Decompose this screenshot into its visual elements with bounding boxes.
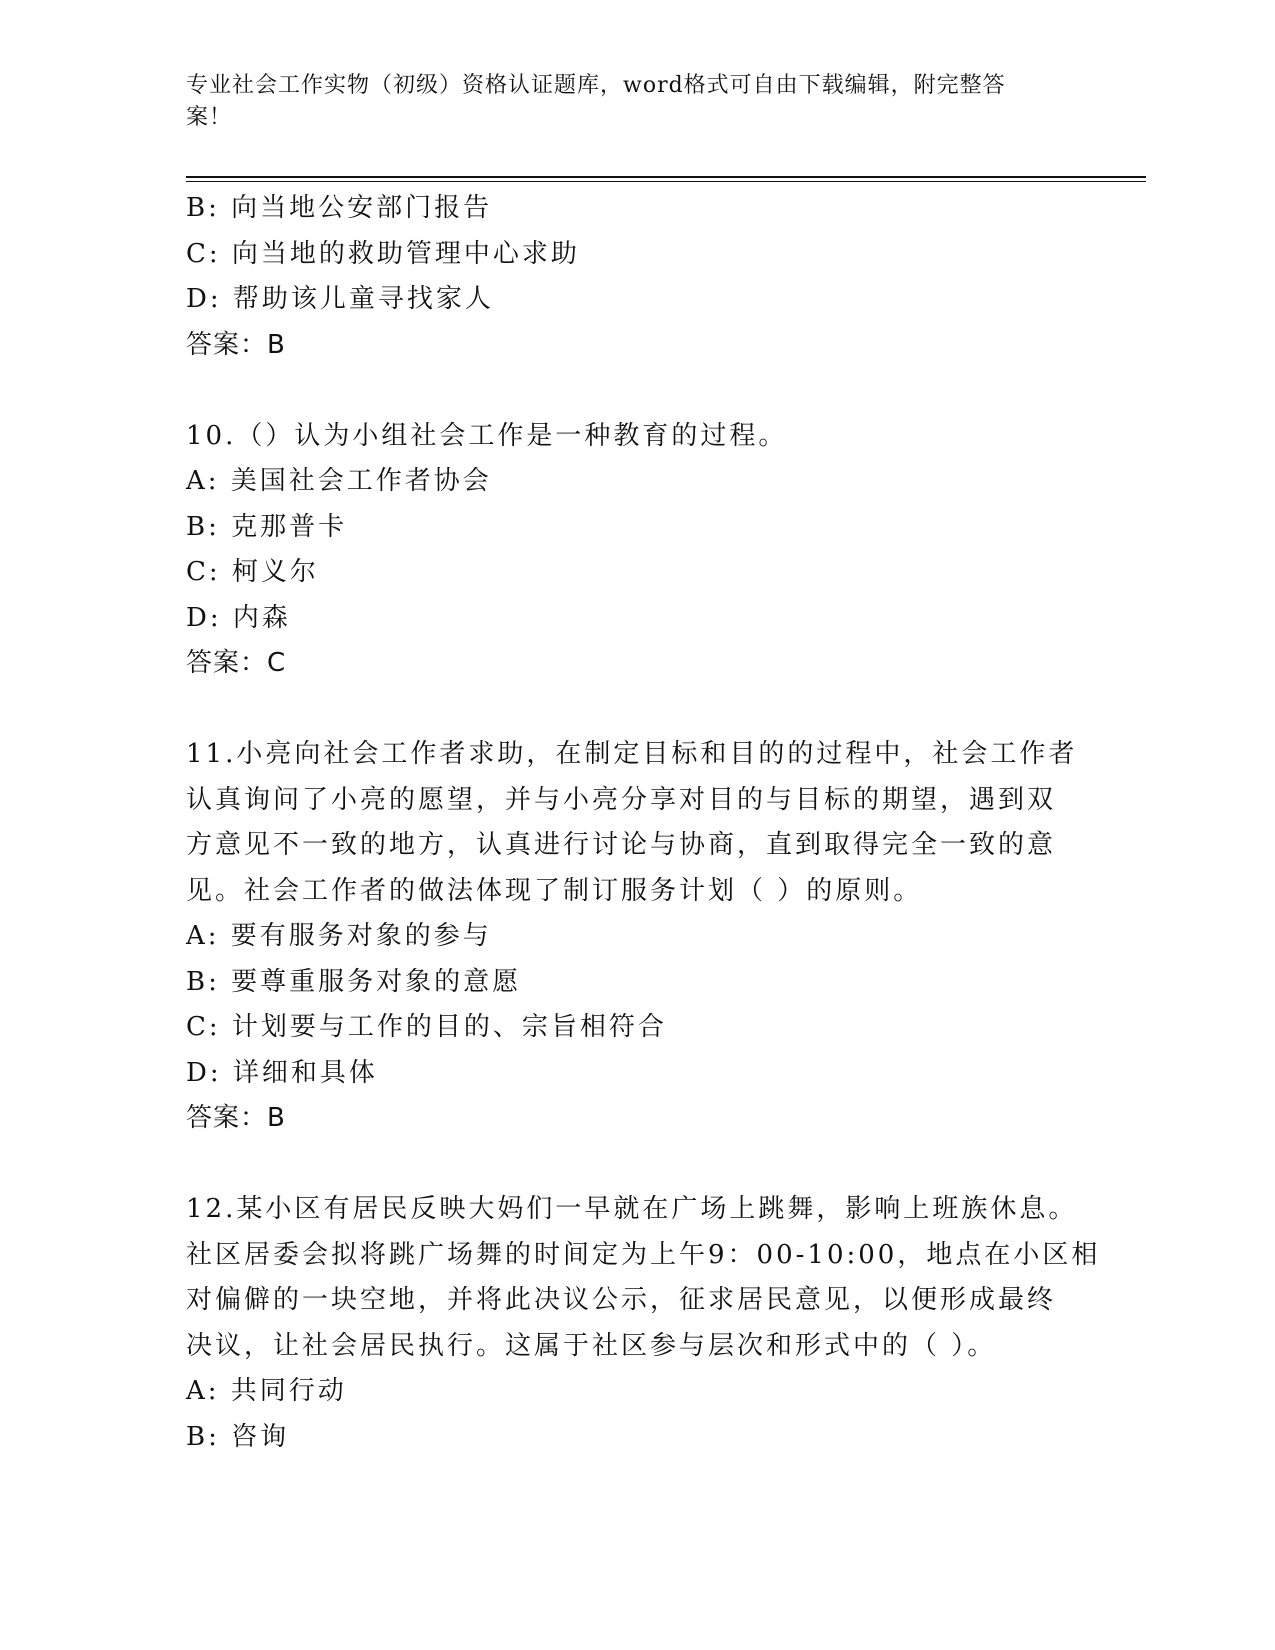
stem-line: 11.小亮向社会工作者求助，在制定目标和目的的过程中，社会工作者 <box>186 739 1078 769</box>
option-c: C: 计划要与工作的目的、宗旨相符合 <box>186 1012 667 1042</box>
spacer <box>186 368 1086 414</box>
question-stem <box>186 1187 1101 1369</box>
header-rule-thick <box>186 176 1146 178</box>
document-body <box>186 186 1101 1460</box>
stem-line: 决议，让社会居民执行。这属于社区参与层次和形式中的（ ）。 <box>186 1330 997 1361</box>
question-9-tail <box>186 186 1086 368</box>
stem-line: 方意见不一致的地方，认真进行讨论与协商，直到取得完全一致的意 <box>186 830 1057 860</box>
document-header <box>186 70 1066 134</box>
stem-line: 社区居委会拟将跳广场舞的时间定为上午9：00-10:00，地点在小区相 <box>186 1239 1101 1270</box>
option-c: C: 柯义尔 <box>186 557 319 587</box>
header-line-2: 案！ <box>186 105 233 130</box>
option-a: A: 共同行动 <box>186 1376 347 1406</box>
option-b: B: 向当地公安部门报告 <box>186 193 493 223</box>
spacer <box>186 687 1086 733</box>
stem-line: 对偏僻的一块空地，并将此决议公示，征求居民意见，以便形成最终 <box>186 1285 1057 1315</box>
option-d: D: 帮助该儿童寻找家人 <box>186 284 494 314</box>
option-a: A: 要有服务对象的参与 <box>186 921 492 951</box>
option-b: B: 克那普卡 <box>186 511 348 542</box>
question-stem: 10.（）认为小组社会工作是一种教育的过程。 <box>186 420 788 451</box>
option-b: B: 要尊重服务对象的意愿 <box>186 966 522 997</box>
answer: 答案：B <box>186 329 286 360</box>
spacer <box>186 1142 1086 1188</box>
option-d: D: 详细和具体 <box>186 1057 378 1088</box>
header-rule-thin <box>186 181 1146 182</box>
header-line-1: 专业社会工作实物（初级）资格认证题库，word格式可自由下载编辑，附完整答 <box>186 73 1006 98</box>
answer: 答案：B <box>186 1103 286 1133</box>
answer: 答案：C <box>186 648 287 678</box>
question-11 <box>186 732 1086 1142</box>
stem-line: 12.某小区有居民反映大妈们一早就在广场上跳舞，影响上班族休息。 <box>186 1194 1078 1224</box>
question-12 <box>186 1187 1101 1460</box>
option-d: D: 内森 <box>186 602 291 633</box>
option-b: B: 咨询 <box>186 1421 290 1452</box>
option-a: A: 美国社会工作者协会 <box>186 466 492 496</box>
stem-line: 见。社会工作者的做法体现了制订服务计划（ ）的原则。 <box>186 875 923 906</box>
question-10 <box>186 414 1086 687</box>
option-c: C: 向当地的救助管理中心求助 <box>186 238 580 269</box>
question-stem <box>186 732 1086 914</box>
stem-line: 认真询问了小亮的愿望，并与小亮分享对目的与目标的期望，遇到双 <box>186 784 1057 815</box>
